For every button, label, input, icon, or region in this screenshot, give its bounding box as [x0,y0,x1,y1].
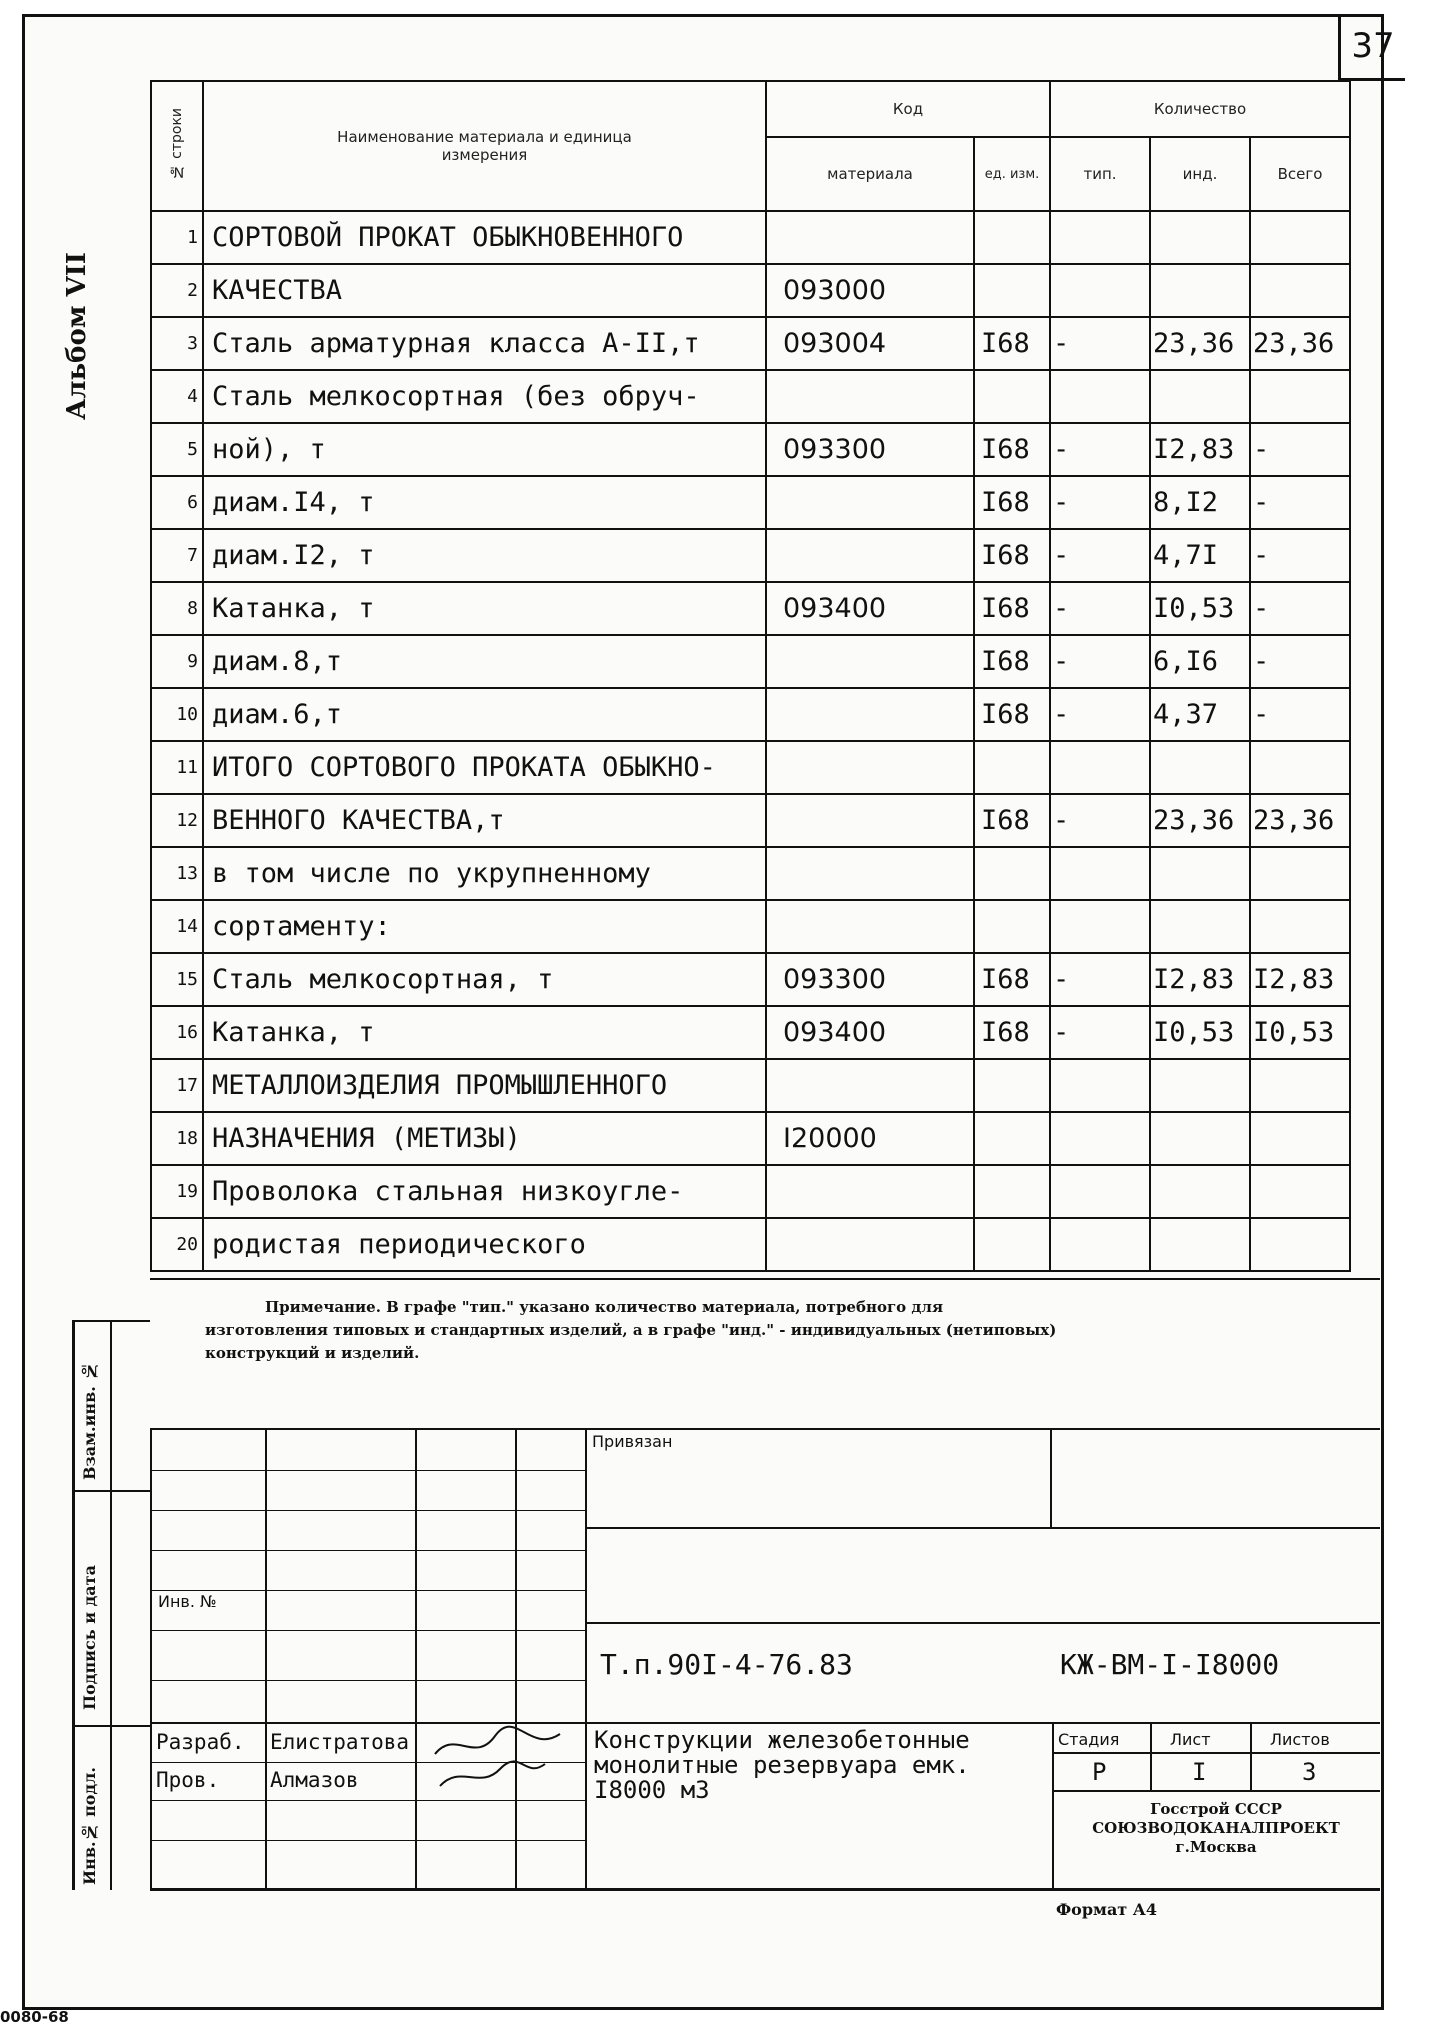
header-row-no: № строки [151,81,203,211]
qty-total [1250,847,1350,900]
unit-code: I68 [974,794,1050,847]
qty-total: - [1250,582,1350,635]
material-name: Катанка, т [203,1006,766,1059]
unit-code [974,1112,1050,1165]
unit-code [974,264,1050,317]
table-row [151,1059,1350,1112]
material-code [766,370,974,423]
row-number: 20 [151,1218,203,1271]
side-label-vzam: Взам.инв. № [80,1361,99,1480]
qty-ind [1150,1112,1250,1165]
qty-typ: - [1050,1006,1150,1059]
material-name: в том числе по укрупненному [203,847,766,900]
document-code: КЖ-ВМ-I-I8000 [1060,1648,1280,1681]
row-number: 15 [151,953,203,1006]
material-name: ИТОГО СОРТОВОГО ПРОКАТА ОБЫКНО- [203,741,766,794]
stamp-line-f [1052,1790,1380,1792]
material-name: МЕТАЛЛОИЗДЕЛИЯ ПРОМЫШЛЕННОГО [203,1059,766,1112]
table-row [151,741,1350,794]
material-name: диам.I2, т [203,529,766,582]
qty-total [1250,741,1350,794]
row-number: 7 [151,529,203,582]
qty-ind: I2,83 [1150,423,1250,476]
row-number: 18 [151,1112,203,1165]
row-number: 16 [151,1006,203,1059]
qty-ind [1150,847,1250,900]
material-code [766,1218,974,1271]
role-developer: Разраб. [156,1730,245,1754]
project-code: Т.п.90I-4-76.83 [600,1648,853,1681]
privyazan-label: Привязан [592,1432,673,1451]
qty-typ [1050,1059,1150,1112]
qty-typ: - [1050,423,1150,476]
material-code: 093400 [766,1006,974,1059]
qty-ind: I2,83 [1150,953,1250,1006]
material-code [766,688,974,741]
qty-total: - [1250,635,1350,688]
material-code: 093004 [766,317,974,370]
qty-typ [1050,370,1150,423]
name-developer: Елистратова [270,1730,410,1754]
side-stamp-line-2 [72,1725,150,1727]
header-qty-total: Всего [1250,137,1350,211]
qty-ind [1150,900,1250,953]
unit-code [974,1165,1050,1218]
sheet-value: I [1192,1758,1207,1786]
table-row [151,847,1350,900]
qty-total: - [1250,476,1350,529]
role-checker: Пров. [156,1768,220,1792]
unit-code: I68 [974,953,1050,1006]
material-name: сортаменту: [203,900,766,953]
header-qty-typ: тип. [1050,137,1150,211]
qty-total [1250,370,1350,423]
sig-row-6 [150,1680,585,1681]
material-name: диам.I4, т [203,476,766,529]
row-number: 10 [151,688,203,741]
material-name: Катанка, т [203,582,766,635]
qty-ind [1150,1165,1250,1218]
organization [1052,1800,1380,1857]
qty-total: I0,53 [1250,1006,1350,1059]
materials-table [150,80,1351,1272]
page-number: 37 [1338,16,1405,81]
sheets-label: Листов [1270,1730,1330,1749]
name-checker: Алмазов [270,1768,359,1792]
qty-typ [1050,1112,1150,1165]
unit-code: I68 [974,529,1050,582]
unit-code: I68 [974,476,1050,529]
sig-row-1 [150,1470,585,1471]
stamp-line-a [585,1527,1380,1529]
sig-row-5 [150,1630,585,1631]
sig-row-3 [150,1550,585,1551]
material-code: 093400 [766,582,974,635]
sheet-label: Лист [1170,1730,1211,1749]
header-code: Код [766,81,1050,137]
qty-ind: 8,I2 [1150,476,1250,529]
material-name: диам.6,т [203,688,766,741]
table-row [151,1218,1350,1271]
table-row [151,529,1350,582]
qty-ind [1150,211,1250,264]
material-code [766,529,974,582]
header-quantity: Количество [1050,81,1350,137]
qty-ind: 6,I6 [1150,635,1250,688]
qty-typ: - [1050,582,1150,635]
stamp-line-h [1250,1722,1252,1790]
qty-ind: 4,7I [1150,529,1250,582]
row-number: 14 [151,900,203,953]
note-text: Примечание. В графе "тип." указано количество материала, потребного для изготовления типовых и стандартных изделий, а в графе "инд." - индивидуальных (нетиповых) конструкций и изделий. [205,1298,1057,1362]
qty-total [1250,1059,1350,1112]
qty-total: 23,36 [1250,794,1350,847]
qty-typ [1050,1218,1150,1271]
header-code-material: материала [766,137,974,211]
qty-typ: - [1050,635,1150,688]
table-row [151,423,1350,476]
drawing-title: Конструкции железобетонные монолитные резервуара емк. I8000 м3 [594,1726,970,1804]
qty-total: I2,83 [1250,953,1350,1006]
row-number: 1 [151,211,203,264]
qty-total [1250,211,1350,264]
unit-code [974,211,1050,264]
unit-code: I68 [974,1006,1050,1059]
table-row [151,476,1350,529]
material-name: КАЧЕСТВА [203,264,766,317]
qty-typ: - [1050,529,1150,582]
stamp-line-c [585,1722,1380,1724]
unit-code [974,847,1050,900]
material-code [766,900,974,953]
qty-total [1250,900,1350,953]
unit-code [974,1059,1050,1112]
qty-total [1250,1218,1350,1271]
unit-code [974,900,1050,953]
stamp-left-line [150,1428,152,1890]
row-number: 3 [151,317,203,370]
table-row [151,1165,1350,1218]
header-qty-ind: инд. [1150,137,1250,211]
sig-row-2 [150,1510,585,1511]
sig-row-9 [150,1800,585,1801]
table-row [151,900,1350,953]
stamp-line-e [1052,1752,1380,1754]
material-code [766,847,974,900]
table-row [151,635,1350,688]
table-row [151,264,1350,317]
unit-code: I68 [974,582,1050,635]
table-row [151,953,1350,1006]
org-line-1: Госстрой СССР [1150,1800,1282,1818]
material-code: 093300 [766,423,974,476]
unit-code: I68 [974,423,1050,476]
qty-typ: - [1050,953,1150,1006]
qty-ind: 23,36 [1150,317,1250,370]
material-code: I20000 [766,1112,974,1165]
stamp-line-b [585,1622,1380,1624]
sig-row-10 [150,1840,585,1841]
sig-col-2 [415,1428,417,1888]
material-name: СОРТОВОЙ ПРОКАТ ОБЫКНОВЕННОГО [203,211,766,264]
stamp-line-g [1150,1722,1152,1790]
material-code [766,794,974,847]
material-name: Сталь арматурная класса А-II,т [203,317,766,370]
qty-typ [1050,847,1150,900]
qty-typ [1050,1165,1150,1218]
unit-code [974,1218,1050,1271]
row-number: 17 [151,1059,203,1112]
row-number: 9 [151,635,203,688]
unit-code [974,741,1050,794]
row-number: 8 [151,582,203,635]
unit-code: I68 [974,635,1050,688]
row-number: 11 [151,741,203,794]
qty-typ [1050,900,1150,953]
signature-marks [430,1724,570,1794]
material-name: ной), т [203,423,766,476]
qty-ind: 23,36 [1150,794,1250,847]
qty-total: - [1250,529,1350,582]
stamp-privyazan-divider [1050,1428,1052,1528]
qty-total: 23,36 [1250,317,1350,370]
sig-row-4 [150,1590,585,1591]
material-name: Сталь мелкосортная (без обруч- [203,370,766,423]
side-stamp-divider [110,1320,112,1890]
qty-ind: 4,37 [1150,688,1250,741]
row-number: 13 [151,847,203,900]
qty-total [1250,264,1350,317]
side-stamp-top [72,1320,150,1322]
row-number: 4 [151,370,203,423]
material-name: Сталь мелкосортная, т [203,953,766,1006]
row-number: 19 [151,1165,203,1218]
header-code-unit: ед. изм. [974,137,1050,211]
qty-ind: I0,53 [1150,582,1250,635]
qty-typ [1050,211,1150,264]
qty-total: - [1250,688,1350,741]
stamp-top-line [150,1428,1380,1430]
unit-code [974,370,1050,423]
qty-ind [1150,370,1250,423]
table-row [151,688,1350,741]
sheets-value: 3 [1302,1758,1317,1786]
side-label-inv: Инв.№ подл. [80,1767,99,1885]
note [150,1278,1380,1430]
qty-typ: - [1050,317,1150,370]
row-number: 2 [151,264,203,317]
qty-total: - [1250,423,1350,476]
qty-total [1250,1165,1350,1218]
qty-ind [1150,1059,1250,1112]
material-code [766,741,974,794]
table-row [151,794,1350,847]
format-label: Формат А4 [1056,1900,1157,1919]
qty-ind [1150,264,1250,317]
sig-col-3 [515,1428,517,1888]
material-name: Проволока стальная низкоугле- [203,1165,766,1218]
qty-typ [1050,741,1150,794]
material-code: 093300 [766,953,974,1006]
org-line-2: СОЮЗВОДОКАНАЛПРОЕКТ [1092,1819,1340,1837]
side-stamp-border [72,1320,75,1890]
unit-code: I68 [974,688,1050,741]
side-label-podpis: Подпись и дата [80,1565,99,1710]
table-row [151,1112,1350,1165]
material-code [766,1165,974,1218]
table-row [151,317,1350,370]
qty-typ [1050,264,1150,317]
material-name: НАЗНАЧЕНИЯ (МЕТИЗЫ) [203,1112,766,1165]
qty-total [1250,1112,1350,1165]
stage-value: Р [1092,1758,1107,1786]
qty-ind: I0,53 [1150,1006,1250,1059]
side-stamp-line-1 [72,1490,150,1492]
material-name: диам.8,т [203,635,766,688]
header-name: Наименование материала и единица измерения [203,81,766,211]
qty-ind [1150,1218,1250,1271]
archive-number: 0080-68 [0,2008,69,2026]
table-row [151,370,1350,423]
stamp-divider [585,1428,587,1888]
stamp-bottom-line [150,1888,1380,1891]
table-row [151,1006,1350,1059]
table-row [151,582,1350,635]
qty-typ: - [1050,794,1150,847]
row-number: 12 [151,794,203,847]
inv-no-label: Инв. № [158,1592,217,1611]
stage-label: Стадия [1058,1730,1120,1749]
material-code [766,476,974,529]
unit-code: I68 [974,317,1050,370]
table-row [151,211,1350,264]
material-code [766,1059,974,1112]
album-label: Альбом VII [62,252,92,420]
qty-typ: - [1050,688,1150,741]
row-number: 5 [151,423,203,476]
org-line-3: г.Москва [1175,1838,1257,1856]
material-code [766,635,974,688]
material-code [766,211,974,264]
qty-ind [1150,741,1250,794]
material-code: 093000 [766,264,974,317]
row-number: 6 [151,476,203,529]
qty-typ: - [1050,476,1150,529]
material-name: родистая периодического [203,1218,766,1271]
material-name: ВЕННОГО КАЧЕСТВА,т [203,794,766,847]
sig-col-1 [265,1428,267,1888]
